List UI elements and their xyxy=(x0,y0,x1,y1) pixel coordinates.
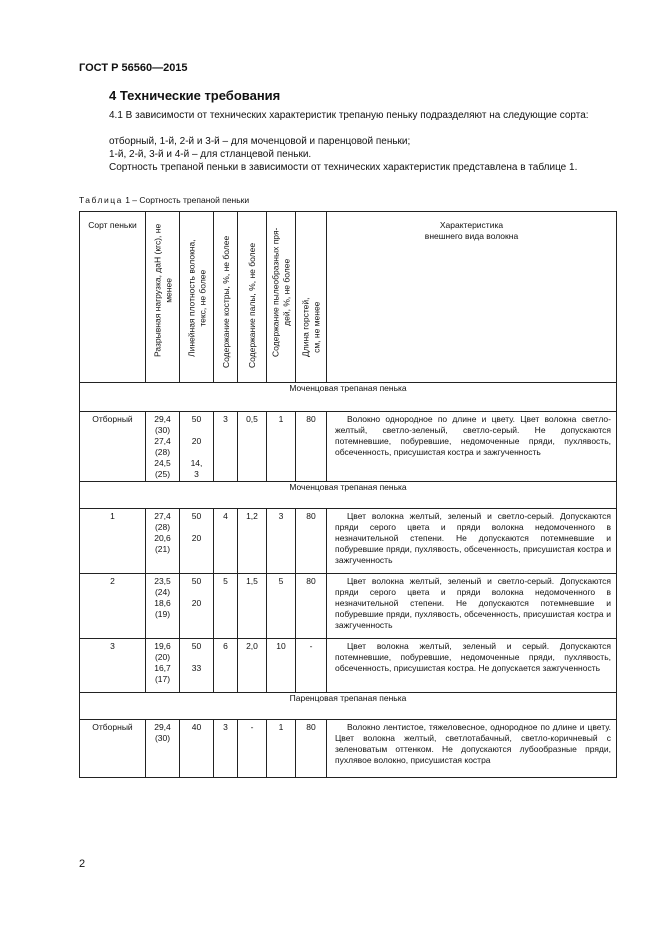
header-breaking-load xyxy=(146,212,180,383)
cell-shive: 4 xyxy=(214,509,238,574)
header-pala-content-label: Содержание палы, %, не более xyxy=(246,242,257,368)
cell-pala: 1,2 xyxy=(238,509,267,574)
header-breaking-load-label: Разрывная нагрузка, даН (кгс), не менее xyxy=(152,223,173,357)
header-grade-label: Сорт пеньки xyxy=(88,220,137,230)
table-row xyxy=(80,574,617,639)
table-row xyxy=(80,412,617,482)
cell-description: Волокно однородное по длине и цвету. Цвет волокна светло-желтый, светло-зеленый, светло-серый. Не допускаются потемневшие, побуревшие, недомоченные пряди, пухлявость, обсеченность, присушистая костра и зажгученность xyxy=(327,412,617,482)
document-header: ГОСТ Р 56560—2015 xyxy=(79,62,188,74)
group-row-soaked-2 xyxy=(80,482,617,509)
paragraph-4-1: 4.1 В зависимости от технических характеристик трепаную пеньку подразделяют на следующие сорта: xyxy=(109,110,589,121)
header-dust-content xyxy=(267,212,296,383)
table-caption-text: 1 – Сортность трепаной пеньки xyxy=(122,195,250,205)
section-title: 4 Технические требования xyxy=(109,88,281,103)
table-row xyxy=(80,509,617,574)
cell-dust: 3 xyxy=(267,509,296,574)
cell-length: 80 xyxy=(296,509,327,574)
page-number: 2 xyxy=(79,858,86,870)
cell-shive: 6 xyxy=(214,639,238,693)
cell-dust: 5 xyxy=(267,574,296,639)
paragraph-grades-dew: 1-й, 2-й, 3-й и 4-й – для стланцевой пеньки. xyxy=(109,149,312,160)
cell-breaking-load: 29,4 (30) xyxy=(146,720,180,778)
cell-length: 80 xyxy=(296,720,327,778)
cell-length: 80 xyxy=(296,574,327,639)
hemp-grade-table xyxy=(79,211,617,778)
cell-breaking-load: 19,6 (20) 16,7 (17) xyxy=(146,639,180,693)
cell-grade: Отборный xyxy=(80,720,146,778)
cell-description: Цвет волокна желтый, зеленый и серый. Допускаются потемневшие, побуревшие, недомоченные пряди, пухлявость, обсеченность, присушистая костра. Не допускается зажгученность xyxy=(327,639,617,693)
header-linear-density-label: Линейная плотность волокна, текс, не более xyxy=(186,239,207,357)
header-bundle-length xyxy=(296,212,327,383)
header-dust-content-label: Содержание пылеобразных пря- дей, %, не более xyxy=(270,227,291,357)
cell-linear-density: 50 20 xyxy=(180,574,214,639)
header-linear-density xyxy=(180,212,214,383)
header-grade xyxy=(80,212,146,383)
group-label: Моченцовая трепаная пенька xyxy=(80,482,617,509)
cell-breaking-load: 29,4 (30) 27,4 (28) 24,5 (25) xyxy=(146,412,180,482)
header-shive-content-label: Содержание костры, %, не более xyxy=(220,235,231,368)
table-caption-word: Таблица xyxy=(79,195,123,205)
cell-shive: 3 xyxy=(214,412,238,482)
cell-breaking-load: 23,5 (24) 18,6 (19) xyxy=(146,574,180,639)
table-caption xyxy=(79,195,249,205)
table-row xyxy=(80,720,617,778)
cell-grade: 2 xyxy=(80,574,146,639)
cell-pala: 1,5 xyxy=(238,574,267,639)
table-row xyxy=(80,639,617,693)
header-appearance: Характеристика внешнего вида волокна xyxy=(327,212,617,383)
cell-shive: 5 xyxy=(214,574,238,639)
cell-linear-density: 50 20 xyxy=(180,509,214,574)
cell-grade: Отборный xyxy=(80,412,146,482)
cell-pala: - xyxy=(238,720,267,778)
paragraph-table-ref: Сортность трепаной пеньки в зависимости от технических характеристик представлена в таблице 1. xyxy=(109,162,578,173)
cell-grade: 3 xyxy=(80,639,146,693)
cell-pala: 0,5 xyxy=(238,412,267,482)
cell-breaking-load: 27,4 (28) 20,6 (21) xyxy=(146,509,180,574)
cell-dust: 10 xyxy=(267,639,296,693)
cell-description: Волокно лентистое, тяжеловесное, однородное по длине и цвету. Цвет волокна желтый, светлотабачный, светло-коричневый с зеленоватым оттенком. Не допускаются лубообразные пряди, пухлявое волокно, присушистая костра xyxy=(327,720,617,778)
header-pala-content xyxy=(238,212,267,383)
cell-pala: 2,0 xyxy=(238,639,267,693)
cell-dust: 1 xyxy=(267,720,296,778)
cell-grade: 1 xyxy=(80,509,146,574)
cell-dust: 1 xyxy=(267,412,296,482)
cell-description: Цвет волокна желтый, зеленый и светло-серый. Допускаются пряди серого цвета и пряди волокна недомоченного в незначительной степени. Не допускаются потемневшие и побуревшие пряди, пухлявость, обсеченность, присушистая костра и зажгученность xyxy=(327,509,617,574)
group-label: Моченцовая трепаная пенька xyxy=(80,383,617,412)
header-shive-content xyxy=(214,212,238,383)
cell-length: 80 xyxy=(296,412,327,482)
group-row-steamed xyxy=(80,693,617,720)
cell-linear-density: 50 33 xyxy=(180,639,214,693)
cell-linear-density: 40 xyxy=(180,720,214,778)
table-header-row xyxy=(80,212,617,383)
header-bundle-length-label: Длина горстей, см, не менее xyxy=(300,297,321,357)
cell-description: Цвет волокна желтый, зеленый и светло-серый. Допускаются пряди серого цвета и пряди волокна недомоченного в незначительной степени. Не допускаются потемневшие и побуревшие пряди, пухлявость, обсеченность, присушистая костра и зажгученность xyxy=(327,574,617,639)
group-label: Паренцовая трепаная пенька xyxy=(80,693,617,720)
group-row-soaked-1 xyxy=(80,383,617,412)
cell-shive: 3 xyxy=(214,720,238,778)
cell-linear-density: 50 20 14, 3 xyxy=(180,412,214,482)
paragraph-grades-soaked: отборный, 1-й, 2-й и 3-й – для моченцовой и паренцовой пеньки; xyxy=(109,136,411,147)
cell-length: - xyxy=(296,639,327,693)
